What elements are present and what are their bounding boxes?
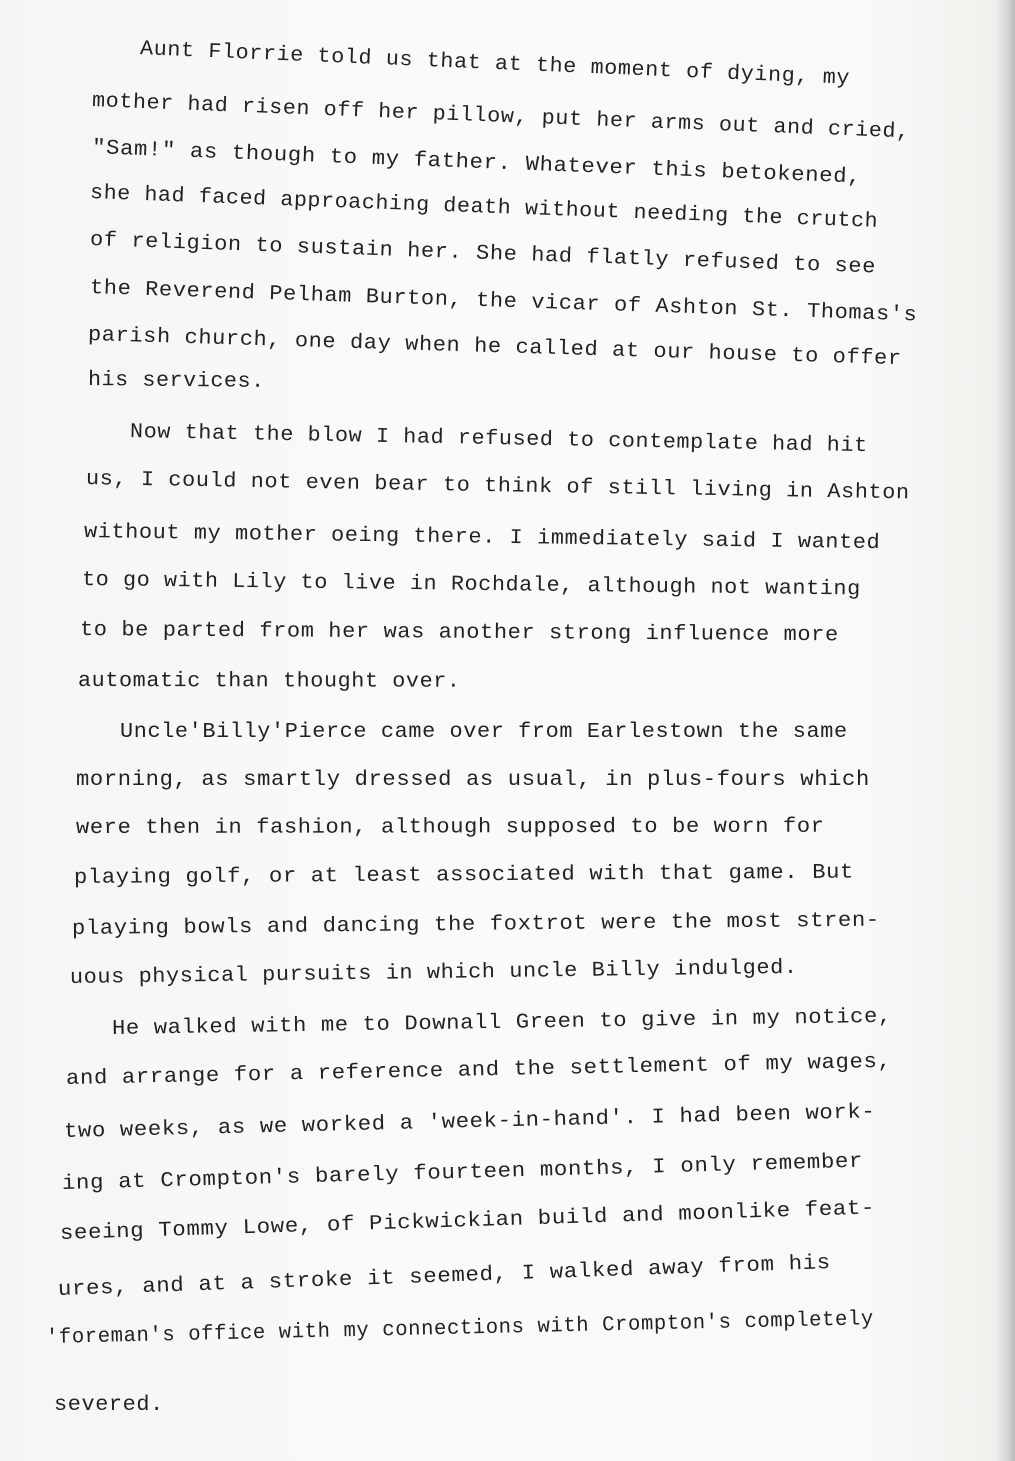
text-line: without my mother oeing there. I immediately said I wanted: [83, 521, 881, 556]
page-edge-shadow: [995, 0, 1015, 1461]
text-line: ing at Crompton's barely fourteen months, I only remember: [61, 1150, 864, 1196]
text-line: two weeks, as we worked a 'week-in-hand'. I had been work-: [63, 1101, 876, 1144]
text-line: parish church, one day when he called at our house to offer: [87, 324, 902, 372]
text-line: us, I could not even bear to think of still living in Ashton: [85, 468, 910, 506]
text-line: severed.: [54, 1394, 164, 1417]
text-line: and arrange for a reference and the settlement of my wages,: [65, 1050, 892, 1091]
text-line: the Reverend Pelham Burton, the vicar of Ashton St. Thomas's: [89, 277, 918, 328]
text-line: uous physical pursuits in which uncle Billy indulged.: [69, 956, 798, 990]
text-line: Now that the blow I had refused to contemplate had hit: [129, 421, 868, 459]
text-line: she had faced approaching death without needing the crutch: [89, 182, 879, 234]
text-line: playing golf, or at least associated with that game. But: [73, 861, 855, 890]
text-line: his services.: [87, 369, 265, 394]
text-line: mother had risen off her pillow, put her arms out and cried,: [91, 90, 911, 145]
text-line: automatic than thought over.: [77, 670, 461, 694]
text-line: "Sam!" as though to my father. Whatever this betokened,: [91, 137, 862, 190]
text-line: ures, and at a stroke it seemed, I walked away from his: [57, 1252, 832, 1302]
text-line: morning, as smartly dressed as usual, in plus-fours which: [76, 769, 870, 792]
text-line: were then in fashion, although supposed to be worn for: [75, 815, 825, 840]
text-line: Aunt Florrie told us that at the moment of dying, my: [139, 38, 851, 91]
text-line: He walked with me to Downall Green to give in my notice,: [111, 1005, 893, 1041]
text-line: of religion to sustain her. She had flatly refused to see: [89, 229, 877, 280]
text-line: to go with Lily to live in Rochdale, although not wanting: [81, 569, 861, 602]
text-line: seeing Tommy Lowe, of Pickwickian build and moonlike feat-: [59, 1197, 876, 1246]
text-line: playing bowls and dancing the foxtrot were the most stren-: [71, 909, 880, 941]
text-line: to be parted from her was another strong influence more: [79, 619, 839, 648]
text-line: 'foreman's office with my connections with Crompton's completely: [45, 1308, 875, 1350]
text-line: Uncle'Billy'Pierce came over from Earlestown the same: [120, 721, 848, 744]
